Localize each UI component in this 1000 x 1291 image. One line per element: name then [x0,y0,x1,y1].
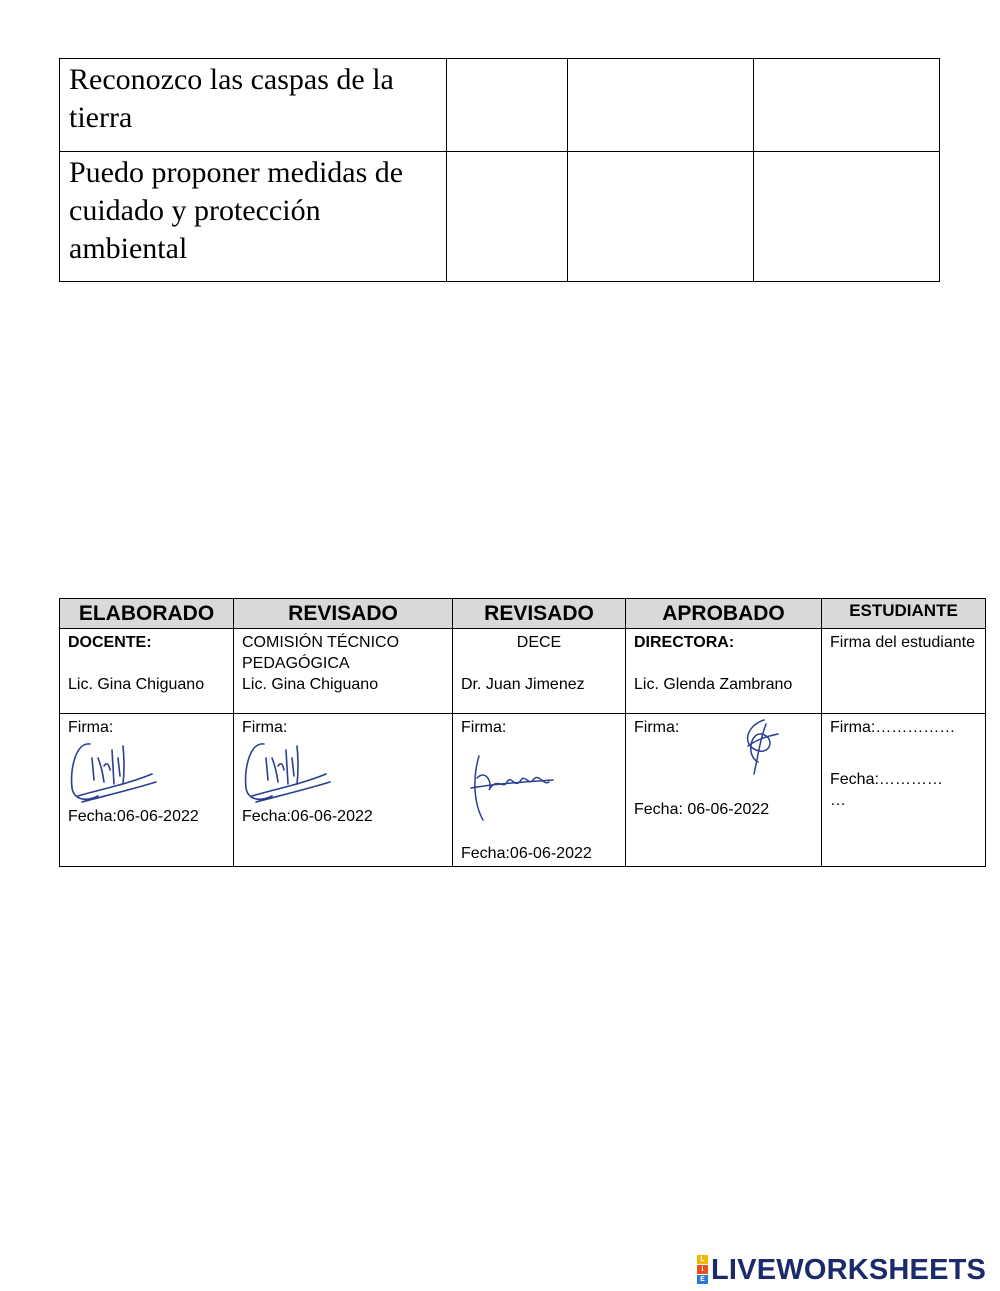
elaborado-cell [60,629,234,714]
criterion-cell [60,59,447,152]
rating-cell [568,59,754,152]
revisado-cell [234,629,453,714]
person-name: Dr. Juan Jimenez [461,676,585,693]
person-name: Lic. Glenda Zambrano [634,676,793,693]
logo-mark-letter: E [697,1275,708,1284]
fecha-label: Fecha:06-06-2022 [68,808,199,825]
firma-label: Firma: [634,719,680,736]
logo-mark-letter: L [697,1255,708,1264]
approvals-signature-row [60,714,986,867]
aprobado-signature-cell [626,714,822,867]
person-name: Lic. Gina Chiguano [242,676,379,693]
role-label: Firma del estudiante [830,634,975,651]
criterion-text: Puedo proponer medidas de cuidado y protección ambiental [69,156,404,265]
person-name: Lic. Gina Chiguano [68,676,205,693]
table-row [60,59,940,152]
signature-image [463,746,563,826]
self-evaluation-table [59,58,940,282]
approvals-header-row [60,599,986,629]
header-revisado: REVISADO [234,599,453,629]
brand-name: LIVEWORKSHEETS [711,1254,987,1286]
aprobado-cell [626,629,822,714]
header-revisado: REVISADO [453,599,626,629]
signature-image [242,738,332,806]
firma-label: Firma: [68,719,114,736]
rating-cell [754,59,940,152]
header-aprobado: APROBADO [626,599,822,629]
firma-label: Firma: [242,719,288,736]
fecha-label: Fecha:06-06-2022 [242,808,373,825]
revisado-dece-cell [453,629,626,714]
role-label: DECE [516,634,562,651]
fecha-label: Fecha:06-06-2022 [461,845,592,862]
criterion-cell [60,152,447,282]
revisado-dece-signature-cell [453,714,626,867]
fecha-label: Fecha: 06-06-2022 [634,801,770,818]
firma-label: Firma:…………… [830,719,956,736]
rating-cell [754,152,940,282]
revisado-signature-cell [234,714,453,867]
approvals-table [59,598,986,867]
liveworksheets-logo [697,1255,986,1285]
logo-mark-letter: I [697,1265,708,1274]
role-label: COMISIÓN TÉCNICO PEDAGÓGICA [242,634,400,672]
elaborado-signature-cell [60,714,234,867]
rating-cell [447,59,568,152]
role-label: DIRECTORA: [634,634,735,651]
header-estudiante: ESTUDIANTE [822,599,986,629]
firma-label: Firma: [461,719,507,736]
rating-cell [447,152,568,282]
rating-cell [568,152,754,282]
header-elaborado: ELABORADO [60,599,234,629]
logo-mark-icon [697,1255,708,1285]
fecha-label: Fecha:………… … [830,771,943,809]
criterion-text: Reconozco las caspas de la tierra [69,63,394,134]
signature-image [736,716,786,778]
role-label: DOCENTE: [68,634,152,651]
signature-image [68,738,158,806]
estudiante-cell [822,629,986,714]
table-row [60,152,940,282]
estudiante-signature-cell [822,714,986,867]
approvals-names-row [60,629,986,714]
